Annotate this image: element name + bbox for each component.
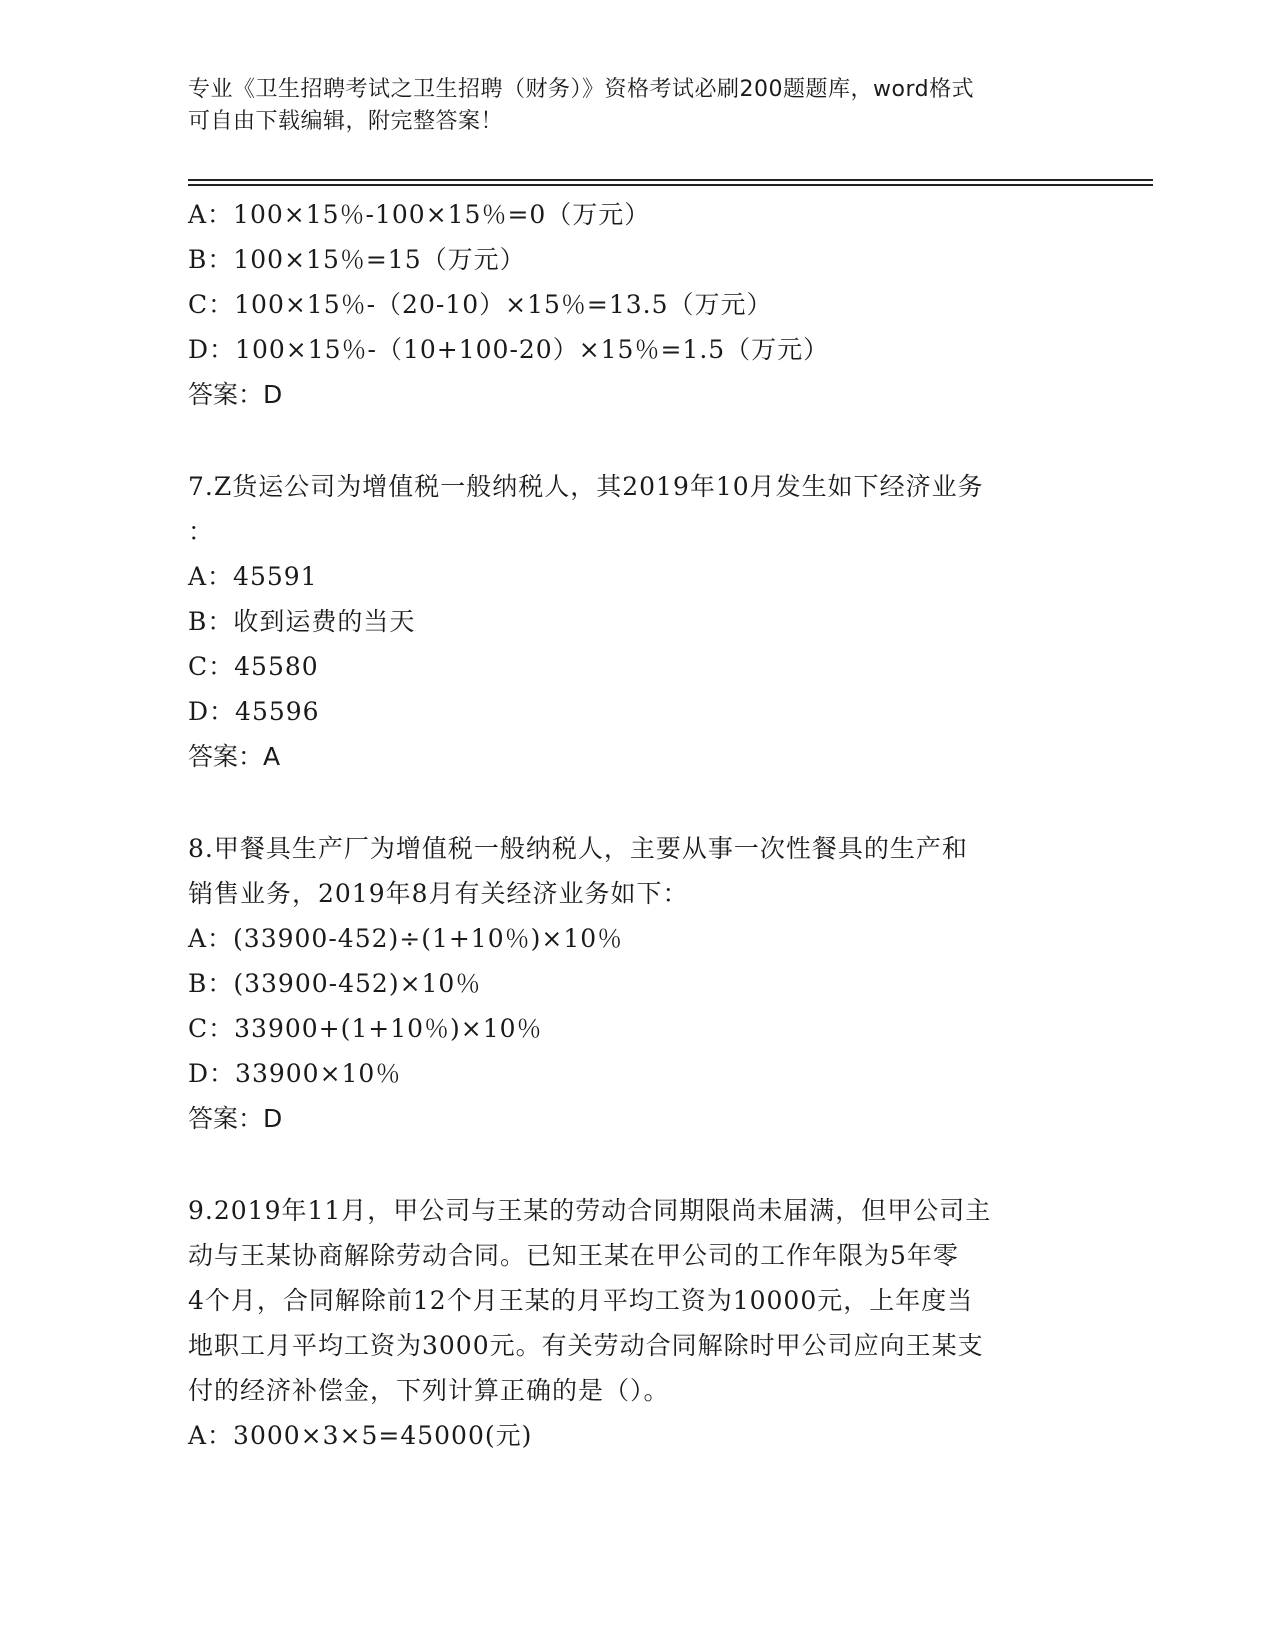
option-b: B：100×15％=15（万元） [188, 245, 526, 274]
question-8 [188, 826, 1088, 1141]
header-rule-bottom [188, 184, 1153, 186]
option-a: A：3000×3×5=45000(元) [188, 1421, 533, 1450]
question-stem-line: 付的经济补偿金，下列计算正确的是（）。 [188, 1376, 670, 1405]
option-b: B：(33900-452)×10％ [188, 969, 482, 998]
question-stem-line: 销售业务，2019年8月有关经济业务如下： [188, 879, 689, 908]
question-stem-line: 9.2019年11月，甲公司与王某的劳动合同期限尚未届满，但甲公司主 [188, 1196, 992, 1225]
option-a: A：100×15％-100×15％=0（万元） [188, 200, 651, 229]
question-9 [188, 1188, 1088, 1458]
option-a: A：45591 [188, 562, 318, 591]
spacer [188, 417, 1088, 464]
question-stem-line: 4个月，合同解除前12个月王某的月平均工资为10000元，上年度当 [188, 1286, 974, 1315]
option-a: A：(33900-452)÷(1+10％)×10％ [188, 924, 624, 953]
question-stem-line: 7.Z货运公司为增值税一般纳税人，其2019年10月发生如下经济业务 [188, 472, 984, 501]
question-7 [188, 464, 1088, 779]
question-stem-line: 地职工月平均工资为3000元。有关劳动合同解除时甲公司应向王某支 [188, 1331, 984, 1360]
header-line-2: 可自由下载编辑，附完整答案！ [188, 109, 504, 134]
option-c: C：100×15％-（20-10）×15％=13.5（万元） [188, 290, 773, 319]
question-stem-line: 动与王某协商解除劳动合同。已知王某在甲公司的工作年限为5年零 [188, 1241, 959, 1270]
question-stem-line: 8.甲餐具生产厂为增值税一般纳税人，主要从事一次性餐具的生产和 [188, 834, 968, 863]
question-stem-line: ： [188, 517, 215, 546]
question-6 [188, 192, 1088, 417]
spacer [188, 779, 1088, 826]
answer-label: 答案：D [188, 1104, 283, 1133]
option-c: C：33900+(1+10％)×10％ [188, 1014, 543, 1043]
header-line-1: 专业《卫生招聘考试之卫生招聘（财务）》资格考试必刷200题题库，word格式 [188, 77, 975, 102]
question-list [188, 192, 1088, 1458]
answer-label: 答案：A [188, 742, 281, 771]
document-header [188, 74, 1068, 138]
answer-label: 答案：D [188, 380, 283, 409]
option-d: D：100×15％-（10+100-20）×15％=1.5（万元） [188, 335, 830, 364]
header-rule-top [188, 179, 1153, 181]
option-c: C：45580 [188, 652, 319, 681]
option-b: B：收到运费的当天 [188, 607, 416, 636]
option-d: D：33900×10％ [188, 1059, 402, 1088]
spacer [188, 1141, 1088, 1188]
option-d: D：45596 [188, 697, 320, 726]
